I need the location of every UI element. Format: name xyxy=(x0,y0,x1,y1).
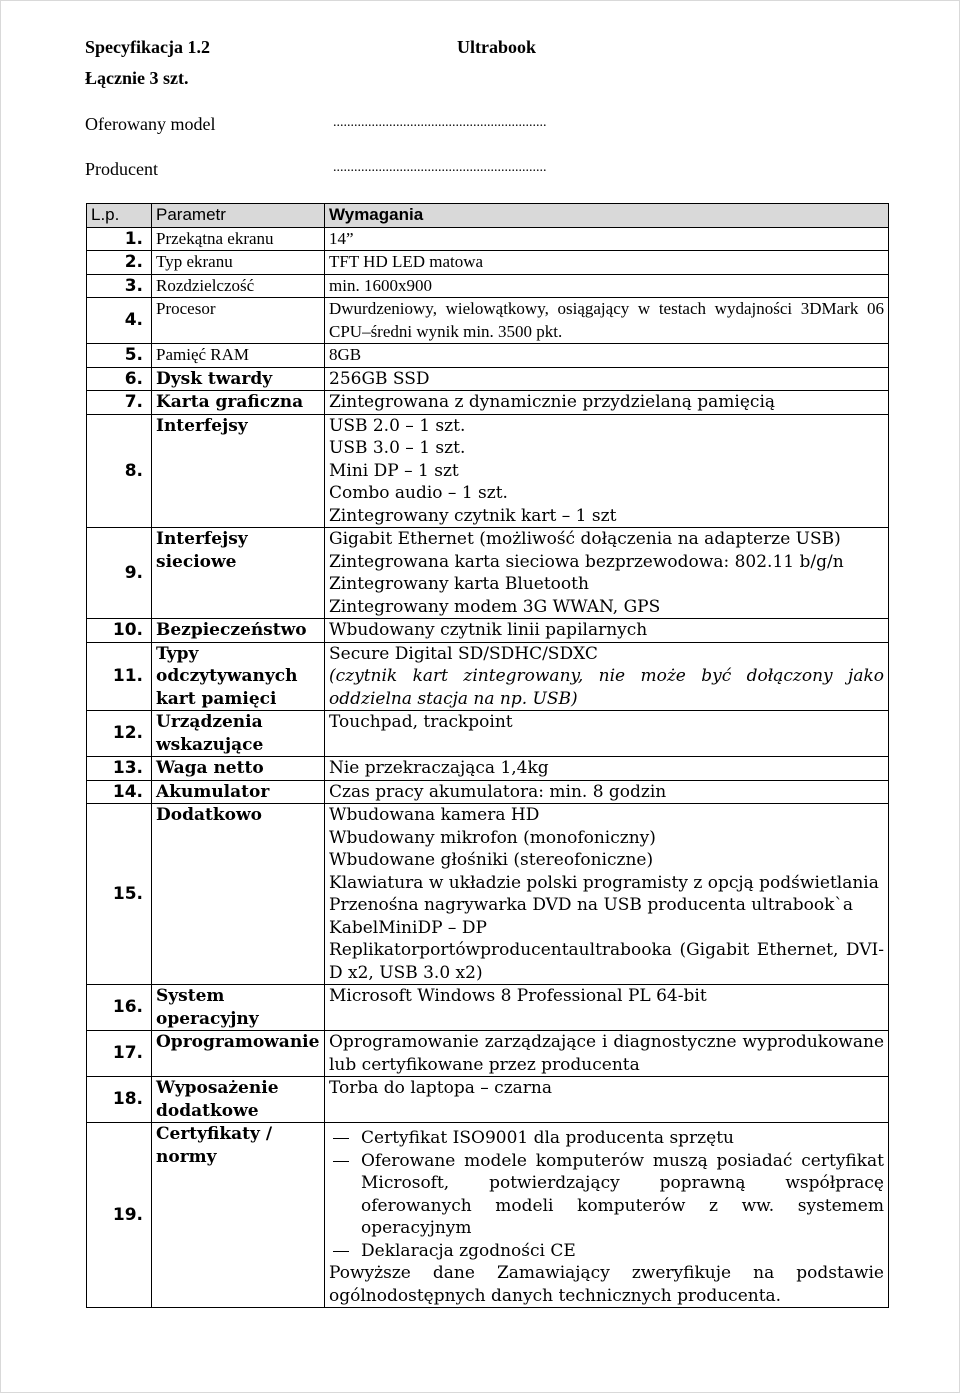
row-number: 17. xyxy=(87,1031,152,1077)
row-requirement xyxy=(325,642,889,711)
row-number: 8. xyxy=(87,414,152,528)
requirement-line: Wbudowany mikrofon (monofoniczny) xyxy=(329,827,656,848)
row-requirement: Wbudowany czytnik linii papilarnych xyxy=(325,619,889,643)
row-requirement: Czas pracy akumulatora: min. 8 godzin xyxy=(325,780,889,804)
requirement-note: Powyższe dane Zamawiający zweryfikuje na podstawie ogólnodostępnych danych technicznych producenta. xyxy=(329,1263,884,1306)
table-row xyxy=(87,251,889,275)
row-parameter: Certyfikaty / normy xyxy=(152,1123,325,1308)
requirement-line: KabelMiniDP – DP xyxy=(329,917,487,938)
requirement-bullet: Certyfikat ISO9001 dla producenta sprzętu xyxy=(329,1127,884,1150)
table-row xyxy=(87,1123,889,1308)
row-parameter: Interfejsy xyxy=(152,414,325,528)
row-parameter: Karta graficzna xyxy=(152,391,325,415)
column-header-wymagania: Wymagania xyxy=(325,204,889,228)
row-requirement: Touchpad, trackpoint xyxy=(325,711,889,757)
offered-model-field: ............................................................. xyxy=(333,115,547,130)
table-row xyxy=(87,414,889,528)
row-number: 1. xyxy=(87,227,152,251)
column-header-parametr: Parametr xyxy=(152,204,325,228)
table-row xyxy=(87,528,889,619)
requirement-line: Wbudowane głośniki (stereofoniczne) xyxy=(329,850,654,870)
table-header-row xyxy=(87,204,889,228)
table-row xyxy=(87,619,889,643)
spec-label: Specyfikacja 1.2 xyxy=(85,37,210,57)
requirement-line: Przenośna nagrywarka DVD na USB producenta ultrabook`a xyxy=(329,895,854,915)
table-row xyxy=(87,298,889,344)
row-parameter: System operacyjny xyxy=(152,985,325,1031)
table-row xyxy=(87,642,889,711)
requirement-line: Mini DP – 1 szt xyxy=(329,460,459,481)
row-requirement: TFT HD LED matowa xyxy=(325,251,889,275)
row-number: 18. xyxy=(87,1077,152,1123)
row-requirement: 256GB SSD xyxy=(325,367,889,391)
requirement-line: Klawiatura w układzie polski programisty z opcją podświetlania xyxy=(329,872,879,893)
row-number: 2. xyxy=(87,251,152,275)
row-requirement: 14” xyxy=(325,227,889,251)
table-row xyxy=(87,391,889,415)
row-parameter: Interfejsy sieciowe xyxy=(152,528,325,619)
table-row xyxy=(87,274,889,298)
row-parameter: Bezpieczeństwo xyxy=(152,619,325,643)
row-number: 19. xyxy=(87,1123,152,1308)
table-row xyxy=(87,757,889,781)
row-parameter: Procesor xyxy=(152,298,325,344)
row-number: 14. xyxy=(87,780,152,804)
producer-label: Producent xyxy=(85,159,158,179)
requirement-line: Secure Digital SD/SDHC/SDXC xyxy=(329,643,598,664)
row-requirement xyxy=(325,528,889,619)
table-row xyxy=(87,1077,889,1123)
row-requirement: Dwurdzeniowy, wielowątkowy, osiągający w testach wydajności 3DMark 06 CPU–średni wynik min. 3500 pkt. xyxy=(325,298,889,344)
table-row xyxy=(87,344,889,368)
row-requirement: Microsoft Windows 8 Professional PL 64-bit xyxy=(325,985,889,1031)
row-requirement xyxy=(325,1123,889,1308)
requirement-line: Combo audio – 1 szt. xyxy=(329,483,508,503)
table-row xyxy=(87,711,889,757)
column-header-lp: L.p. xyxy=(87,204,152,228)
row-number: 15. xyxy=(87,804,152,985)
row-requirement xyxy=(325,804,889,985)
row-number: 4. xyxy=(87,298,152,344)
offered-model-label: Oferowany model xyxy=(85,114,216,134)
row-requirement: Torba do laptopa – czarna xyxy=(325,1077,889,1123)
producer-field: ............................................................. xyxy=(333,160,547,175)
requirement-line: Zintegrowany modem 3G WWAN, GPS xyxy=(329,596,661,617)
requirement-line: Wbudowana kamera HD xyxy=(329,805,540,825)
row-number: 10. xyxy=(87,619,152,643)
table-row xyxy=(87,1031,889,1077)
row-parameter: Typ ekranu xyxy=(152,251,325,275)
requirement-line: Zintegrowany karta Bluetooth xyxy=(329,574,589,594)
row-requirement: min. 1600x900 xyxy=(325,274,889,298)
row-parameter: Typy odczytywanych kart pamięci xyxy=(152,642,325,711)
row-number: 16. xyxy=(87,985,152,1031)
row-parameter: Waga netto xyxy=(152,757,325,781)
requirement-line: Zintegrowany czytnik kart – 1 szt xyxy=(329,505,617,526)
row-parameter: Pamięć RAM xyxy=(152,344,325,368)
row-requirement: Nie przekraczająca 1,4kg xyxy=(325,757,889,781)
requirement-line: Gigabit Ethernet (możliwość dołączenia na adapterze USB) xyxy=(329,529,841,549)
row-parameter: Przekątna ekranu xyxy=(152,227,325,251)
table-row xyxy=(87,804,889,985)
row-number: 6. xyxy=(87,367,152,391)
row-number: 11. xyxy=(87,642,152,711)
row-parameter: Urządzenia wskazujące xyxy=(152,711,325,757)
row-requirement xyxy=(325,414,889,528)
requirement-bullet: Deklaracja zgodności CE xyxy=(329,1240,884,1263)
requirement-line: USB 2.0 – 1 szt. xyxy=(329,415,466,436)
row-requirement: Oprogramowanie zarządzające i diagnostyczne wyprodukowane lub certyfikowane przez producenta xyxy=(325,1031,889,1077)
row-parameter: Dodatkowo xyxy=(152,804,325,985)
row-requirement: Zintegrowana z dynamicznie przydzielaną pamięcią xyxy=(325,391,889,415)
requirement-line: USB 3.0 – 1 szt. xyxy=(329,438,466,458)
row-parameter: Rozdzielczość xyxy=(152,274,325,298)
row-number: 7. xyxy=(87,391,152,415)
row-number: 13. xyxy=(87,757,152,781)
table-row xyxy=(87,985,889,1031)
requirement-note: (czytnik kart zintegrowany, nie może być dołączony jako oddzielna stacja na np. USB) xyxy=(329,666,884,709)
requirement-line: Replikatorportówproducentaultrabooka (Gigabit Ethernet, DVI-D x2, USB 3.0 x2) xyxy=(329,940,884,983)
row-number: 9. xyxy=(87,528,152,619)
table-row xyxy=(87,780,889,804)
row-number: 3. xyxy=(87,274,152,298)
table-row xyxy=(87,367,889,391)
table-row xyxy=(87,227,889,251)
row-number: 12. xyxy=(87,711,152,757)
row-parameter: Oprogramowanie xyxy=(152,1031,325,1077)
row-parameter: Dysk twardy xyxy=(152,367,325,391)
document-title: Ultrabook xyxy=(457,37,537,57)
row-parameter: Wyposażenie dodatkowe xyxy=(152,1077,325,1123)
requirement-bullet: Oferowane modele komputerów muszą posiadać certyfikat Microsoft, potwierdzający poprawną współpracę oferowanych modeli komputerów z ww. systemem operacyjnym xyxy=(329,1150,884,1240)
row-parameter: Akumulator xyxy=(152,780,325,804)
specification-table xyxy=(86,203,889,1308)
row-requirement: 8GB xyxy=(325,344,889,368)
row-number: 5. xyxy=(87,344,152,368)
requirement-line: Zintegrowana karta sieciowa bezprzewodowa: 802.11 b/g/n xyxy=(329,551,844,572)
total-quantity: Łącznie 3 szt. xyxy=(85,68,189,88)
